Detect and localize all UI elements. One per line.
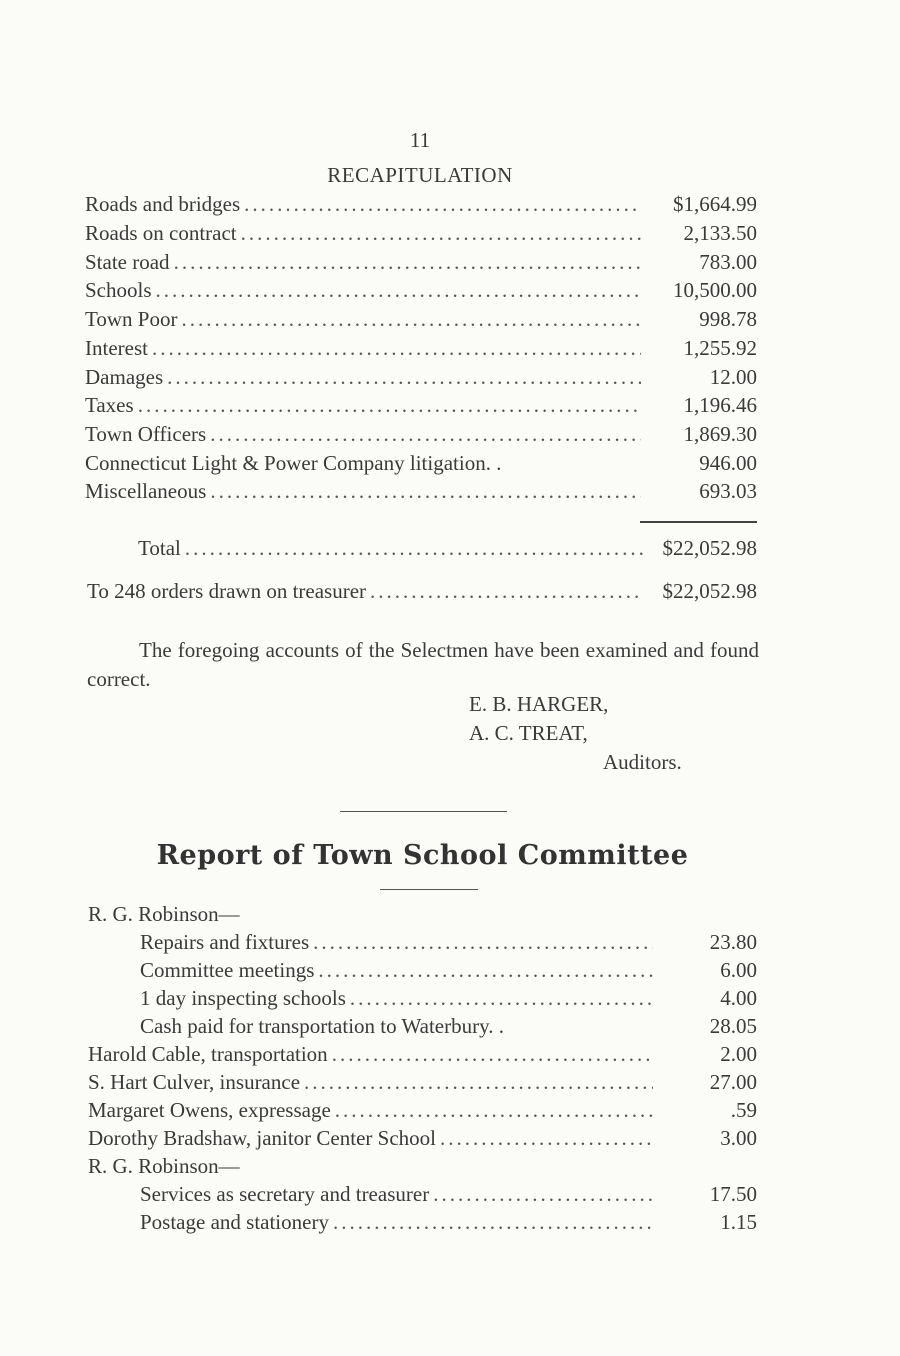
expense-amount: 27.00 xyxy=(709,1070,757,1094)
expense-amount: 4.00 xyxy=(720,986,757,1010)
expense-row xyxy=(88,1098,757,1124)
expense-label: Margaret Owens, expressage xyxy=(88,1098,331,1122)
recap-amount: 1,255.92 xyxy=(683,336,757,360)
recap-amount: 2,133.50 xyxy=(683,221,757,245)
recap-amount: 1,196.46 xyxy=(683,393,757,417)
expense-row xyxy=(88,1070,757,1096)
expense-amount: 23.80 xyxy=(709,930,757,954)
orders-amount: $22,052.98 xyxy=(662,579,757,603)
recap-label: Schools xyxy=(85,278,152,302)
auditor-signer-2: A. C. TREAT, xyxy=(469,721,588,745)
recap-amount: $1,664.99 xyxy=(673,192,757,216)
recap-row xyxy=(85,250,757,276)
expense-row xyxy=(88,1126,757,1152)
recap-row xyxy=(85,278,757,304)
section-divider xyxy=(340,811,507,812)
recap-label: Damages xyxy=(85,365,164,389)
expense-label: S. Hart Culver, insurance xyxy=(88,1070,301,1094)
expense-row xyxy=(140,1182,757,1208)
page-number: 11 xyxy=(409,128,431,152)
expense-amount: 3.00 xyxy=(720,1126,757,1150)
recap-row xyxy=(85,192,757,218)
recap-amount: 10,500.00 xyxy=(673,278,757,302)
expense-amount: 28.05 xyxy=(709,1014,757,1038)
recap-amount: 693.03 xyxy=(699,479,757,503)
expense-row xyxy=(140,958,757,984)
recap-row xyxy=(85,393,757,419)
recap-label: Town Poor xyxy=(85,307,178,331)
orders-label: To 248 orders drawn on treasurer xyxy=(87,579,367,603)
recap-row xyxy=(85,336,757,362)
expense-label: Cash paid for transportation to Waterbury. . xyxy=(140,1014,504,1038)
recap-label: Roads and bridges xyxy=(85,192,241,216)
recap-row xyxy=(85,365,757,391)
total-rule xyxy=(640,521,757,523)
committee-member-heading: R. G. Robinson— xyxy=(88,902,240,926)
expense-row xyxy=(140,986,757,1012)
total-label: Total xyxy=(138,536,181,560)
recap-label: Interest xyxy=(85,336,148,360)
expense-row xyxy=(88,1042,757,1068)
expense-label: Services as secretary and treasurer xyxy=(140,1182,430,1206)
recap-label: Town Officers xyxy=(85,422,207,446)
recap-label: Taxes xyxy=(85,393,134,417)
expense-label: 1 day inspecting schools xyxy=(140,986,346,1010)
report-title: Report of Town School Committee xyxy=(156,840,689,871)
recap-row xyxy=(85,479,757,505)
recapitulation-heading: RECAPITULATION xyxy=(327,163,513,187)
total-row xyxy=(138,536,757,562)
expense-label: Postage and stationery xyxy=(140,1210,329,1234)
expense-amount: 6.00 xyxy=(720,958,757,982)
recap-amount: 998.78 xyxy=(699,307,757,331)
title-underline xyxy=(380,889,478,890)
recap-label: State road xyxy=(85,250,170,274)
recap-amount: 946.00 xyxy=(699,451,757,475)
expense-row xyxy=(140,1014,757,1040)
recap-amount: 783.00 xyxy=(699,250,757,274)
recap-amount: 12.00 xyxy=(709,365,757,389)
expense-label: Dorothy Bradshaw, janitor Center School xyxy=(88,1126,436,1150)
auditor-signer-1: E. B. HARGER, xyxy=(469,692,609,716)
expense-label: Committee meetings xyxy=(140,958,315,982)
recap-label: Roads on contract xyxy=(85,221,237,245)
committee-member-heading: R. G. Robinson— xyxy=(88,1154,240,1178)
recap-label: Miscellaneous xyxy=(85,479,207,503)
expense-amount: 1.15 xyxy=(720,1210,757,1234)
expense-row xyxy=(140,930,757,956)
recap-label: Connecticut Light & Power Company litigation. . xyxy=(85,451,502,475)
expense-row xyxy=(140,1210,757,1236)
expense-amount: 17.50 xyxy=(709,1182,757,1206)
expense-label: Repairs and fixtures xyxy=(140,930,310,954)
recap-row xyxy=(85,221,757,247)
auditors-title: Auditors. xyxy=(603,750,682,774)
recap-row xyxy=(85,307,757,333)
expense-label: Harold Cable, transportation xyxy=(88,1042,328,1066)
recap-row xyxy=(85,451,757,477)
recap-amount: 1,869.30 xyxy=(683,422,757,446)
expense-amount: .59 xyxy=(730,1098,757,1122)
expense-amount: 2.00 xyxy=(720,1042,757,1066)
auditors-statement: The foregoing accounts of the Selectmen have been examined and found correct. xyxy=(87,638,759,691)
orders-row xyxy=(87,579,757,605)
total-amount: $22,052.98 xyxy=(662,536,757,560)
recap-row xyxy=(85,422,757,448)
